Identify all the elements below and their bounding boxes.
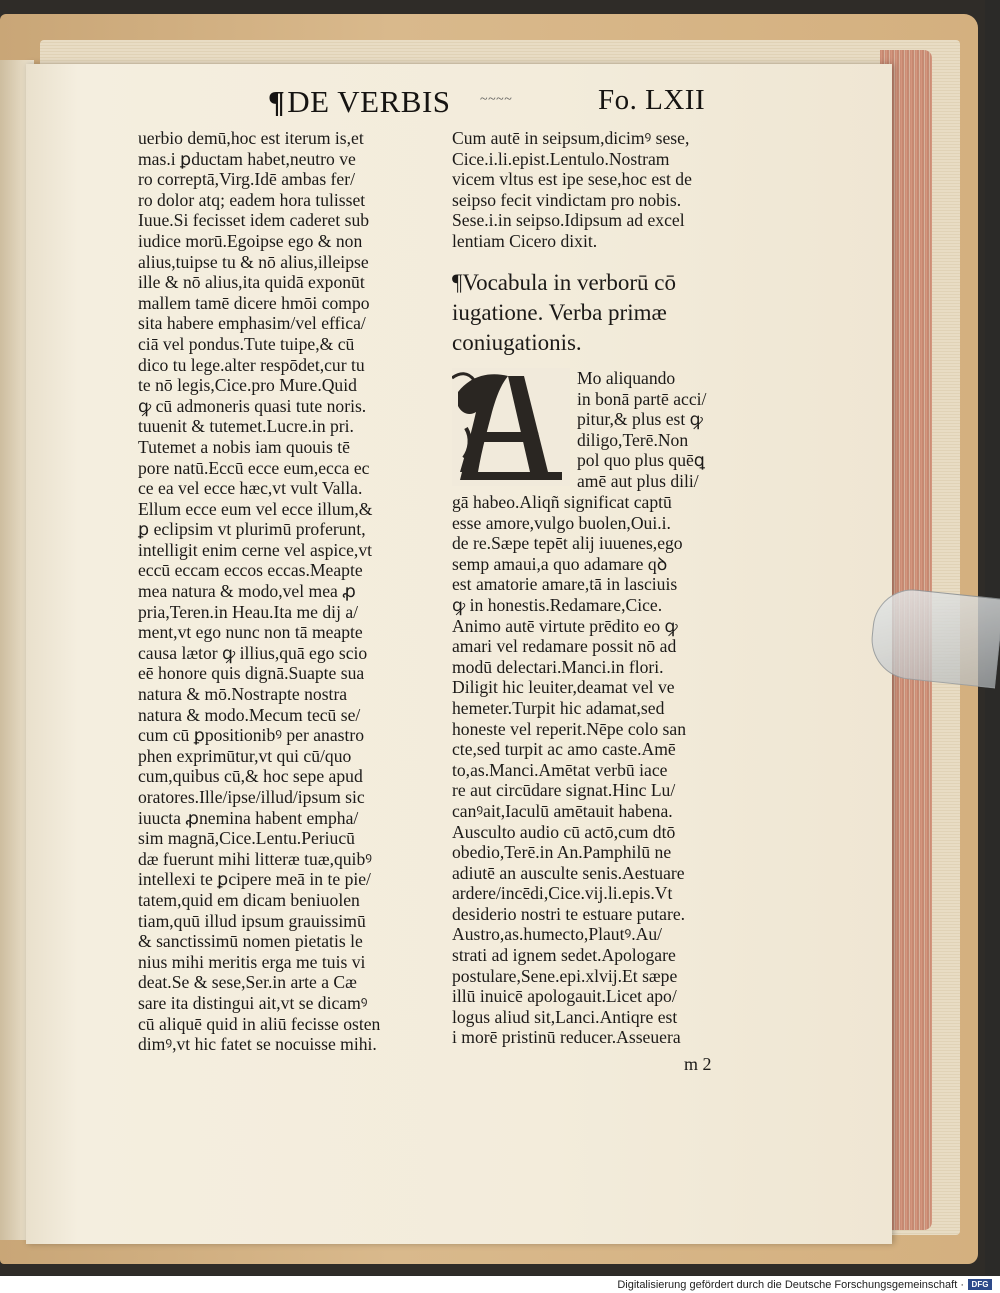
text-line: eccū eccam eccos eccas.Meapte <box>138 560 363 581</box>
text-line: ille & nō alius,ita quidā exponūt <box>138 272 365 293</box>
pilcrow-mark: ¶ <box>268 84 286 119</box>
text-line: strati ad ignem sedet.Apologare <box>452 945 676 966</box>
text-line: phen exprimūtur,vt qui cū/quo <box>138 745 352 766</box>
text-line: mas.i ꝑductam habet,neutro ve <box>138 148 356 169</box>
text-line: cte,sed turpit ac amo caste.Amē <box>452 739 676 760</box>
text-line: coniugationis. <box>452 330 582 355</box>
text-line: ꝑ eclipsim vt plurimū proferunt, <box>138 519 366 540</box>
text-line: amari vel redamare possit nō ad <box>452 636 677 657</box>
running-header <box>268 84 738 124</box>
initial-letter-text: A <box>510 464 511 465</box>
text-line: i morē pristinū reducer.Asseuera <box>452 1027 681 1048</box>
header-title: DE VERBIS <box>287 84 451 119</box>
right-text-column-top <box>452 128 752 252</box>
text-line: Mo aliquando <box>577 368 676 388</box>
text-line: esse amore,vulgo buolen,Oui.i. <box>452 512 671 533</box>
text-line: deat.Se & sese,Ser.in arte a Cæ <box>138 972 357 993</box>
text-line: ment,vt ego nunc non tā meapte <box>138 622 363 643</box>
text-line: canꝰait,Iaculū amētauit habena. <box>452 800 673 821</box>
text-line: eē honore quis dignā.Suapte sua <box>138 663 365 684</box>
text-line: semp amaui,a quo adamare qꝺ <box>452 553 668 574</box>
text-line: natura & mō.Nostrapte nostra <box>138 684 348 705</box>
text-line: obedio,Terē.in An.Pamphilū ne <box>452 842 672 863</box>
text-line: iugatione. Verba primæ <box>452 300 667 325</box>
text-line: te nō legis,Cice.pro Mure.Quid <box>138 375 357 396</box>
dfg-logo: DFG <box>968 1279 992 1290</box>
text-line: seipso fecit vindictam pro nobis. <box>452 189 682 210</box>
text-line: lentiam Cicero dixit. <box>452 230 598 251</box>
text-line: sita habere emphasim/vel effica/ <box>138 313 366 334</box>
text-line: ardere/incēdi,Cice.vij.li.epis.Vt <box>452 883 673 904</box>
text-line: dimꝰ,vt hic fatet se nocuisse mihi. <box>138 1034 377 1055</box>
text-line: pria,Teren.in Heau.Ita me dij a/ <box>138 601 359 622</box>
text-line: est amatorie amare,tā in lasciuis <box>452 574 678 595</box>
text-line: tiam,quū illud ipsum grauissimū <box>138 910 366 931</box>
text-line: postulare,Sene.epi.xlvij.Et sæpe <box>452 965 678 986</box>
text-line: Ausculto audio cū actō,cum dtō <box>452 821 676 842</box>
text-line: nius mihi meritis erga me tuis vi <box>138 951 366 972</box>
right-text-beside-initial <box>577 368 752 492</box>
text-line: intellexi te ꝑcipere meā in te pie/ <box>138 869 371 890</box>
text-line: iuucta ꝓnemina habent empha/ <box>138 807 359 828</box>
text-line: diligo,Terē.Non <box>577 429 689 450</box>
signature-mark: m 2 <box>684 1054 712 1074</box>
text-line: to,as.Manci.Amētat verbū iace <box>452 759 668 780</box>
text-line: iudice morū.Egoipse ego & non <box>138 230 363 251</box>
text-line: logus aliud sit,Lanci.Antiqre est <box>452 1006 678 1027</box>
text-line: amē aut plus dili/ <box>577 470 699 491</box>
text-line: illū inuicē apologauit.Licet apo/ <box>452 986 677 1007</box>
text-line: cū aliquē quid in aliū fecisse osten <box>138 1013 381 1034</box>
text-line: ro correptā,Virg.Idē ambas fer/ <box>138 169 355 190</box>
text-line: intelligit enim cerne vel aspice,vt <box>138 539 373 560</box>
text-line: modū delectari.Manci.in flori. <box>452 656 664 677</box>
text-line: sim magnā,Cice.Lentu.Periucū <box>138 828 355 849</box>
text-line: ce ea vel ecce hæc,vt vult Valla. <box>138 478 363 499</box>
text-line: gā habeo.Aliqñ significat captū <box>452 492 672 512</box>
folio-number: Fo. LXII <box>598 84 706 116</box>
text-line: & sanctissimū nomen pietatis le <box>138 931 363 952</box>
header-ornament: ~~~~ <box>480 92 513 107</box>
text-line: Cum autē in seipsum,dicimꝰ sese, <box>452 128 690 148</box>
text-line: mea natura & modo,vel mea ꝓ <box>138 581 356 602</box>
text-line: sare ita distingui ait,vt se dicamꝰ <box>138 992 368 1013</box>
text-line: Iuue.Si fecisset idem caderet sub <box>138 210 370 231</box>
text-line: ciā vel pondus.Tute tuipe,& cū <box>138 333 355 354</box>
section-heading <box>452 268 676 358</box>
text-line: hemeter.Turpit hic adamat,sed <box>452 697 665 718</box>
text-line: uerbio demū,hoc est iterum is,et <box>138 128 364 148</box>
text-line: natura & modo.Mecum tecū se/ <box>138 704 361 725</box>
decorated-initial-a <box>452 368 570 486</box>
text-line: dico tu lege.alter respōdet,cur tu <box>138 354 365 375</box>
text-line: Austro,as.humecto,Plautꝰ.Au/ <box>452 924 663 945</box>
text-line: honeste vel reperit.Nēpe colo san <box>452 718 687 739</box>
text-line: dæ fuerunt mihi litteræ tuæ,quibꝰ <box>138 848 372 869</box>
text-line: Diligit hic leuiter,deamat vel ve <box>452 677 675 698</box>
text-line: desiderio nostri te estuare putare. <box>452 903 686 924</box>
text-line: cum cū ꝑpositionibꝰ per anastro <box>138 725 365 746</box>
text-line: Ellum ecce eum vel ecce illum,& <box>138 498 373 519</box>
text-line: tuuenit & tutemet.Lucre.in pri. <box>138 416 354 437</box>
text-line: pore natū.Eccū ecce eum,ecca ec <box>138 457 370 478</box>
text-line: causa lætor ꝙ illius,quā ego scio <box>138 642 368 663</box>
text-line: pitur,& plus est ꝙ <box>577 409 703 430</box>
text-line: mallem tamē dicere hmōi compo <box>138 292 370 313</box>
text-line: Tutemet a nobis iam quouis tē <box>138 436 350 457</box>
text-line: adiutē an ausculte senis.Aestuare <box>452 862 685 883</box>
text-line: ¶Vocabula in verborū cō <box>452 270 676 295</box>
text-line: in bonā partē acci/ <box>577 388 707 409</box>
funding-credit: Digitalisierung gefördert durch die Deutsche Forschungsgemeinschaft · <box>617 1279 964 1291</box>
text-line: oratores.Ille/ipse/illud/ipsum sic <box>138 787 365 807</box>
text-line: ꝙ in honestis.Redamare,Cice. <box>452 594 663 615</box>
text-line: re aut circūdare signat.Hinc Lu/ <box>452 780 676 801</box>
text-line: Cice.i.li.epist.Lentulo.Nostram <box>452 148 670 169</box>
text-line: cum,quibus cū,& hoc sepe apud <box>138 766 363 787</box>
text-line: de re.Sæpe tepēt alij iuuenes,ego <box>452 533 683 554</box>
text-line: alius,tuipse tu & nō alius,illeipse <box>138 251 369 272</box>
text-line: tatem,quid em dicam beniuolen <box>138 889 360 910</box>
text-line: ro dolor atq; eadem hora tulisset <box>138 189 366 210</box>
text-line: ꝙ cū admoneris quasi tute noris. <box>138 395 367 416</box>
text-line: Animo autē virtute prēdito eo ꝙ <box>452 615 678 636</box>
right-text-column-bottom <box>452 492 752 1048</box>
text-line: vicem vltus est ipe sese,hoc est de <box>452 169 692 190</box>
left-text-column <box>138 128 438 1055</box>
text-line: Sese.i.in seipso.Idipsum ad excel <box>452 210 685 231</box>
text-line: pol quo plus quēꝗ <box>577 450 705 471</box>
